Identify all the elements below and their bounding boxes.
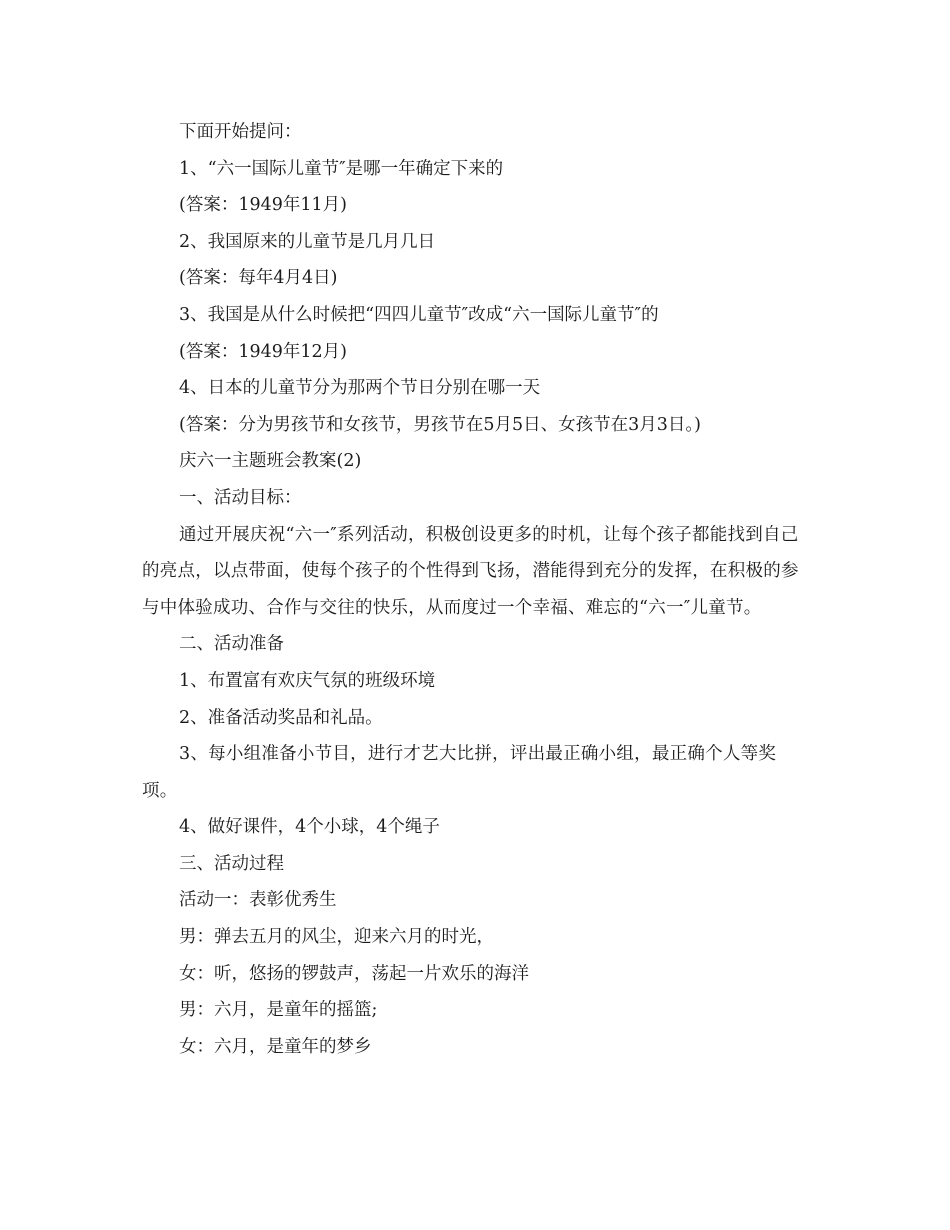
text-line: 下面开始提问： (179, 122, 302, 142)
dialog-line: 男：六月，是童年的摇篮; (179, 1000, 378, 1021)
question-1: 1、“六一国际儿童节″是哪一年确定下来的 (179, 158, 504, 179)
dialog-line: 男：弹去五月的风尘，迎来六月的时光， (179, 927, 494, 948)
document-body (142, 114, 810, 1065)
prep-item-1: 1、布置富有欢庆气氛的班级环境 (179, 670, 436, 691)
prep-item-2: 2、准备活动奖品和礼品。 (179, 707, 383, 728)
dialog-line: 女：听，悠扬的锣鼓声，荡起一片欢乐的海洋 (179, 963, 529, 984)
goal-heading: 一、活动目标： (179, 487, 302, 508)
question-3: 3、我国是从什么时候把“四四儿童节″改成“六一国际儿童节″的 (179, 304, 659, 325)
goal-paragraph: 通过开展庆祝“六一″系列活动，积极创设更多的时机，让每个孩子都能找到自己的亮点，以点带面，使每个孩子的个性得到飞扬，潜能得到充分的发挥，在积极的参与中体验成功、合作与交往的快乐，从而度过一个幸福、难忘的“六一″儿童节。 (142, 524, 799, 618)
answer-2: (答案：每年4月4日) (179, 268, 338, 289)
process-heading: 三、活动过程 (179, 853, 284, 874)
answer-4: (答案：分为男孩节和女孩节，男孩节在5月5日、女孩节在3月3日。) (179, 414, 701, 435)
answer-1: (答案：1949年11月) (179, 195, 347, 216)
prep-heading: 二、活动准备 (179, 634, 284, 655)
section-title: 庆六一主题班会教案(2) (179, 451, 362, 472)
prep-item-3: 3、每小组准备小节目，进行才艺大比拼，评出最正确小组，最正确个人等奖项。 (142, 744, 777, 801)
activity-1-heading: 活动一：表彰优秀生 (179, 890, 337, 911)
question-2: 2、我国原来的儿童节是几月几日 (179, 231, 436, 252)
answer-3: (答案：1949年12月) (179, 341, 347, 362)
dialog-line: 女：六月，是童年的梦乡 (179, 1036, 372, 1057)
prep-item-4: 4、做好课件，4个小球，4个绳子 (179, 817, 440, 838)
question-4: 4、日本的儿童节分为那两个节日分别在哪一天 (179, 378, 541, 399)
